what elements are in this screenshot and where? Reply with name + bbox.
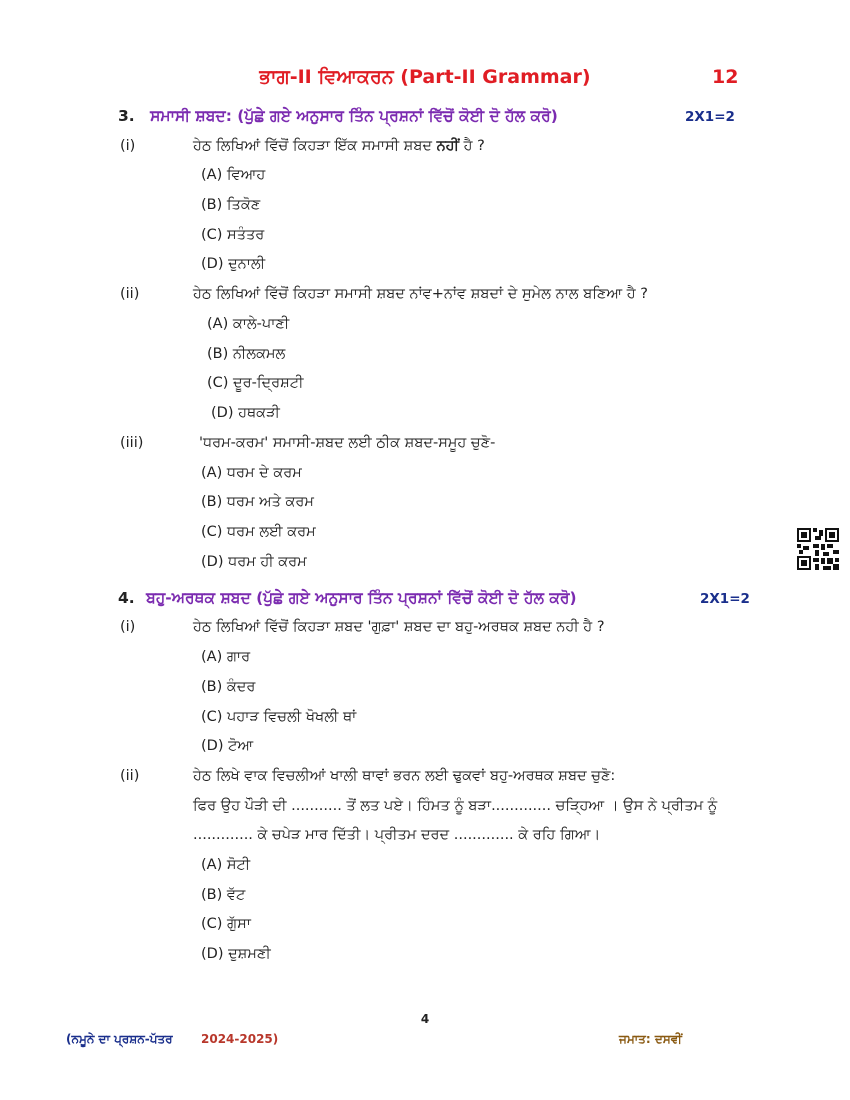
section-4-heading — [118, 589, 577, 608]
question-text-end: ਹੈ ? — [463, 138, 485, 154]
option: (D) ਦੁਸ਼ਮਣੀ — [201, 946, 271, 962]
option: (B) ਨੀਲਕਮਲ — [207, 346, 286, 362]
option: (B) ਤਿਕੋਣ — [201, 197, 261, 213]
footer-label: (ਨਮੂਨੇ ਦਾ ਪ੍ਰਸ਼ਨ-ਪੱਤਰ — [66, 1032, 173, 1046]
question-text: ਹੇਠ ਲਿਖਿਆਂ ਵਿੱਚੋਂ ਕਿਹੜਾ ਸਮਾਸੀ ਸ਼ਬਦ ਨਾਂਵ+ਨਾਂਵ ਸ਼ਬਦਾਂ ਦੇ ਸੁਮੇਲ ਨਾਲ ਬਣਿਆ ਹੈ ? — [193, 286, 648, 302]
section-3-heading — [118, 107, 558, 126]
footer-class: ਜਮਾਤ: ਦਸਵੀਂ — [619, 1032, 682, 1046]
section-3-marks: 2X1=2 — [685, 109, 735, 125]
option: (C) ਪਹਾੜ ਵਿਚਲੀ ਖੋਖਲੀ ਥਾਂ — [201, 709, 357, 725]
option: (B) ਵੱਟ — [201, 887, 246, 903]
footer-year: 2024-2025) — [201, 1032, 279, 1046]
question-number: (iii) — [120, 435, 144, 451]
section-title: ਸਮਾਸੀ ਸ਼ਬਦ: (ਪੁੱਛੇ ਗਏ ਅਨੁਸਾਰ ਤਿੰਨ ਪ੍ਰਸ਼ਨਾਂ ਵਿੱਚੋਂ ਕੋਈ ਦੋ ਹੱਲ ਕਰੋ) — [150, 107, 558, 125]
section-title: ਬਹੁ-ਅਰਥਕ ਸ਼ਬਦ (ਪੁੱਛੇ ਗਏ ਅਨੁਸਾਰ ਤਿੰਨ ਪ੍ਰਸ਼ਨਾਂ ਵਿੱਚੋਂ ਕੋਈ ਦੋ ਹੱਲ ਕਰੋ) — [146, 589, 577, 607]
option: (A) ਵਿਆਹ — [201, 167, 266, 183]
option: (C) ਦੂਰ-ਦ੍ਰਿਸ਼ਟੀ — [207, 375, 304, 391]
question-emphasis: ਨਹੀਂ — [436, 138, 459, 154]
option: (A) ਗਾਰ — [201, 649, 251, 665]
option: (B) ਕੰਦਰ — [201, 679, 256, 695]
page-number: 4 — [420, 1012, 430, 1026]
question-number: (ii) — [120, 768, 140, 784]
option: (C) ਸਤੰਤਰ — [201, 227, 265, 243]
title-text: ਭਾਗ-II ਵਿਆਕਰਨ (Part-II Grammar) — [259, 66, 591, 88]
qr-code-icon — [797, 528, 839, 570]
fill-in-paragraph-line: ............. ਕੇ ਚਪੇੜ ਮਾਰ ਦਿੱਤੀ। ਪ੍ਰੀਤਮ ਦਰਦ ............. ਕੇ ਰਹਿ ਗਿਆ। — [193, 827, 601, 843]
option: (D) ਟੋਆ — [201, 738, 254, 754]
section-number: 4. — [118, 589, 135, 607]
question-number: (ii) — [120, 286, 140, 302]
section-4-marks: 2X1=2 — [700, 591, 750, 607]
option: (C) ਧਰਮ ਲਈ ਕਰਮ — [201, 524, 316, 540]
option: (D) ਹਥਕੜੀ — [211, 405, 280, 421]
question-text: 'ਧਰਮ-ਕਰਮ' ਸਮਾਸੀ-ਸ਼ਬਦ ਲਈ ਠੀਕ ਸ਼ਬਦ-ਸਮੂਹ ਚੁਣੋ- — [199, 435, 496, 451]
question-number: (i) — [120, 619, 136, 635]
question-text — [193, 138, 485, 154]
page-title — [0, 66, 850, 88]
option: (A) ਕਾਲੇ-ਪਾਣੀ — [207, 316, 290, 332]
option: (C) ਗੁੱਸਾ — [201, 916, 251, 932]
question-number: (i) — [120, 138, 136, 154]
page-marks-number: 12 — [712, 66, 739, 88]
fill-in-paragraph-line: ਫਿਰ ਉਹ ਪੌੜੀ ਦੀ ........... ਤੋਂ ਲਤ ਪਏ। ਹਿੰਮਤ ਨੂੰ ਬੜਾ............. ਚੜ੍ਹਿਆ । ਉਸ ਨੇ ਪ੍ਰੀਤਮ ਨੂੰ — [193, 798, 718, 814]
option: (B) ਧਰਮ ਅਤੇ ਕਰਮ — [201, 494, 314, 510]
question-text-part: ਹੇਠ ਲਿਖਿਆਂ ਵਿੱਚੋਂ ਕਿਹੜਾ ਇੱਕ ਸਮਾਸੀ ਸ਼ਬਦ — [193, 138, 432, 154]
question-text: ਹੇਠ ਲਿਖਿਆਂ ਵਿੱਚੋਂ ਕਿਹੜਾ ਸ਼ਬਦ 'ਗੁਫ਼ਾ' ਸ਼ਬਦ ਦਾ ਬਹੁ-ਅਰਥਕ ਸ਼ਬਦ ਨਹੀ ਹੈ ? — [193, 619, 605, 635]
question-text: ਹੇਠ ਲਿਖੇ ਵਾਕ ਵਿਚਲੀਆਂ ਖਾਲੀ ਥਾਵਾਂ ਭਰਨ ਲਈ ਢੁਕਵਾਂ ਬਹੁ-ਅਰਥਕ ਸ਼ਬਦ ਚੁਣੋ: — [193, 768, 616, 784]
option: (A) ਸੋਟੀ — [201, 857, 251, 873]
option: (A) ਧਰਮ ਦੇ ਕਰਮ — [201, 465, 302, 481]
option: (D) ਦੁਨਾਲੀ — [201, 256, 266, 272]
option: (D) ਧਰਮ ਹੀ ਕਰਮ — [201, 554, 307, 570]
section-number: 3. — [118, 107, 135, 125]
